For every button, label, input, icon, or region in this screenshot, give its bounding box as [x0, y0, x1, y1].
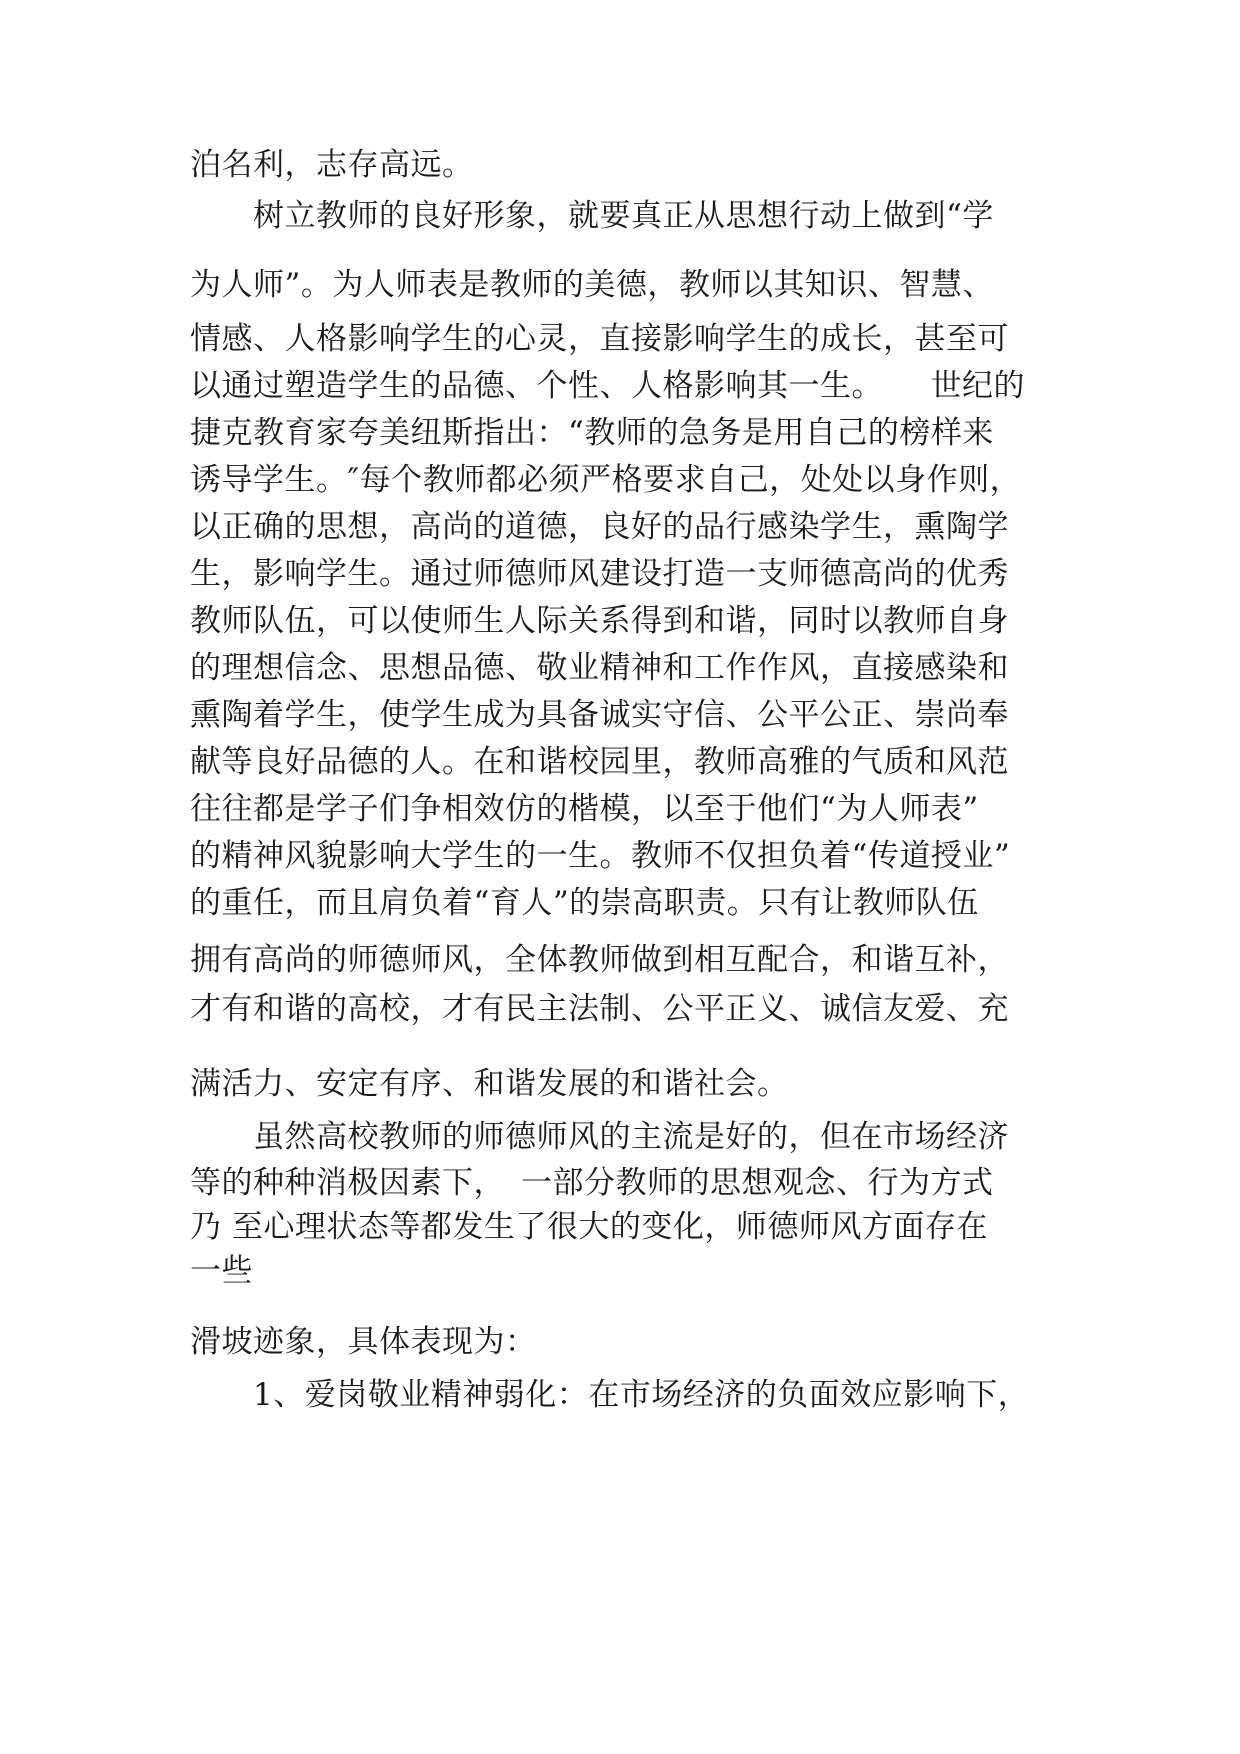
- text-line: 满活力、安定有序、和谐发展的和谐社会。: [190, 1066, 789, 1102]
- text-line: 以正确的思想，高尚的道德，良好的品行感染学生，熏陶学: [190, 509, 1009, 545]
- text-line: 献等良好品德的人。在和谐校园里，教师高雅的气质和风范: [190, 744, 1009, 780]
- text-line: 往往都是学子们争相效仿的楷模，以至于他们“为人师表”: [190, 791, 979, 827]
- text-line: 教师队伍，可以使师生人际关系得到和谐，同时以教师自身: [190, 603, 1009, 639]
- text-line: 的重任，而且肩负着“育人”的崇高职责。只有让教师队伍: [190, 885, 979, 921]
- text-line: 虽然高校教师的师德师风的主流是好的，但在市场经济: [190, 1119, 1009, 1155]
- text-line: 以通过塑造学生的品德、个性、人格影响其一生。 世纪的: [190, 368, 1025, 404]
- text-line: 为人师”。为人师表是教师的美德，教师以其知识、智慧、: [190, 267, 994, 303]
- text-line: 情感、人格影响学生的心灵，直接影响学生的成长，甚至可: [190, 321, 1009, 357]
- text-line: 1、爱岗敬业精神弱化：在市场经济的负面效应影响下，: [190, 1377, 1030, 1413]
- text-line: 滑坡迹象，具体表现为：: [190, 1324, 537, 1360]
- text-line: 泊名利，志存高远。: [190, 147, 474, 183]
- text-line: 乃 至心理状态等都发生了很大的变化，师德师风方面存在: [190, 1209, 988, 1245]
- text-line: 生，影响学生。通过师德师风建设打造一支师德高尚的优秀: [190, 556, 1009, 592]
- text-line: 才有和谐的高校，才有民主法制、公平正义、诚信友爱、充: [190, 991, 1009, 1027]
- text-line: 捷克教育家夸美纽斯指出：“教师的急务是用自己的榜样来: [190, 415, 994, 451]
- text-line: 树立教师的良好形象，就要真正从思想行动上做到“学: [190, 198, 994, 234]
- text-line: 等的种种消极因素下， 一部分教师的思想观念、行为方式: [190, 1165, 994, 1201]
- text-line: 一些: [190, 1253, 253, 1289]
- text-line: 的理想信念、思想品德、敬业精神和工作作风，直接感染和: [190, 650, 1009, 686]
- text-line: 诱导学生。″每个教师都必须严格要求自己，处处以身作则，: [190, 462, 1022, 498]
- text-line: 的精神风貌影响大学生的一生。教师不仅担负着“传道授业”: [190, 838, 1011, 874]
- text-line: 熏陶着学生，使学生成为具备诚实守信、公平公正、崇尚奉: [190, 697, 1009, 733]
- text-line: 拥有高尚的师德师风，全体教师做到相互配合，和谐互补，: [190, 942, 1009, 978]
